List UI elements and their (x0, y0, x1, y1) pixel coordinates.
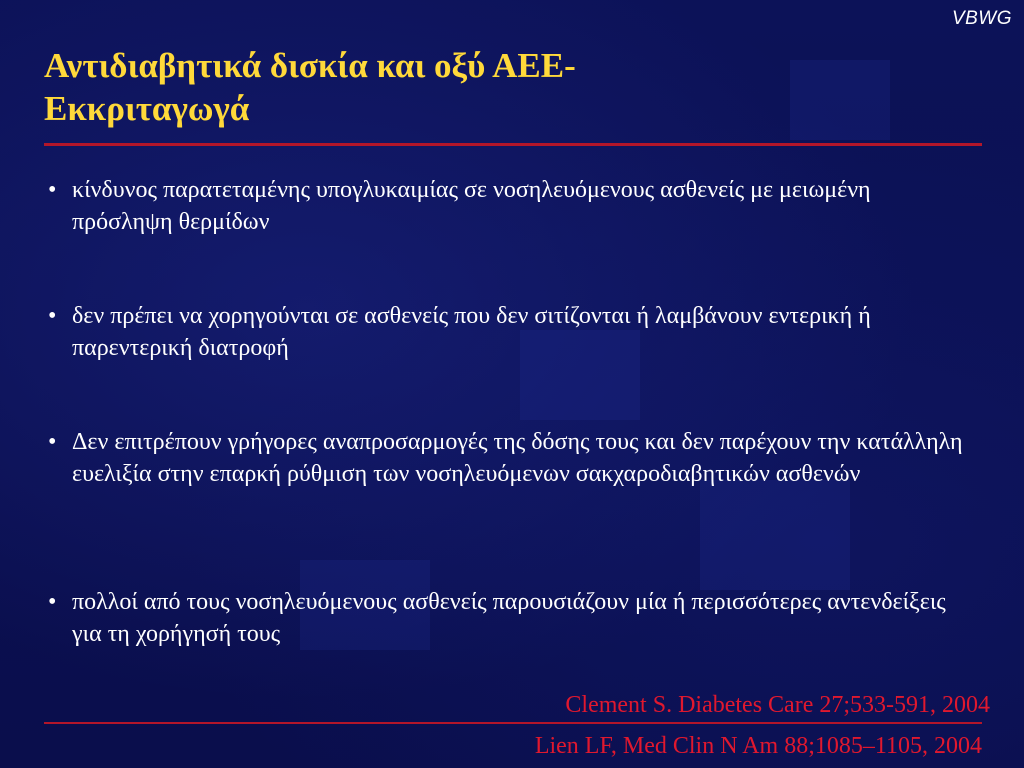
background-tile (700, 480, 850, 590)
citation-lien: Lien LF, Med Clin N Am 88;1085–1105, 2004 (534, 733, 982, 759)
bullet-item (44, 586, 974, 650)
bullet-marker: • (48, 429, 57, 455)
bullet-text: πολλοί από τους νοσηλευόμενους ασθενείς παρουσιάζουν μία ή περισσότερες αντενδείξεις για τη χορήγησή τους (72, 589, 946, 647)
bullet-marker: • (48, 303, 57, 329)
background-tile (790, 60, 890, 140)
bullet-text: Δεν επιτρέπουν γρήγορες αναπροσαρμογές της δόσης τους και δεν παρέχουν την κατάλληλη ευελιξία στην επαρκή ρύθμιση των νοσηλευόμενων σακχαροδιαβητικών ασθενών (72, 429, 963, 487)
bullet-item (44, 174, 974, 238)
citation-divider (44, 722, 982, 724)
bullet-text: δεν πρέπει να χορηγούνται σε ασθενείς που δεν σιτίζονται ή λαμβάνουν εντερική ή παρεντερική διατροφή (72, 303, 871, 361)
bullet-marker: • (48, 589, 57, 615)
bullet-marker: • (48, 177, 57, 203)
bullet-text: κίνδυνος παρατεταμένης υπογλυκαιμίας σε νοσηλευόμενους ασθενείς με μειωμένη πρόσληψη θερμίδων (72, 177, 871, 235)
bullet-item (44, 426, 974, 490)
bullet-item (44, 300, 974, 364)
title-divider (44, 143, 982, 146)
vbwg-logo: VBWG (951, 8, 1012, 29)
slide-title: Αντιδιαβητικά δισκία και οξύ ΑΕΕ-Εκκριταγωγά (44, 46, 576, 128)
citation-clement: Clement S. Diabetes Care 27;533-591, 2004 (565, 692, 990, 718)
